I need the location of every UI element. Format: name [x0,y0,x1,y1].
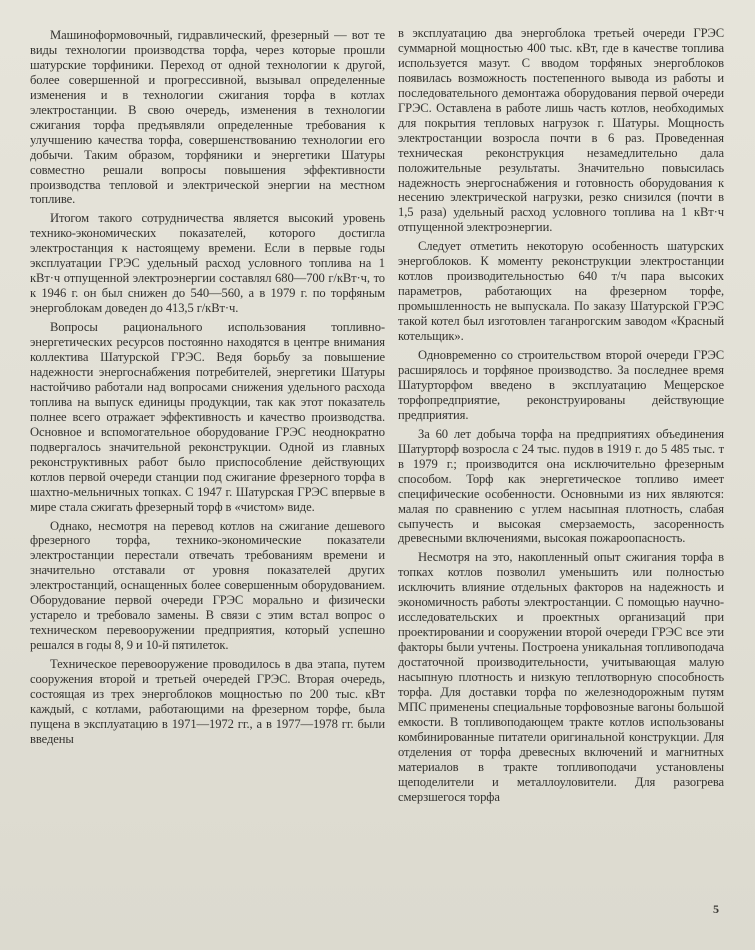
left-text-column [30,26,385,751]
page-number: 5 [713,902,719,916]
paragraph: Однако, несмотря на перевод котлов на сжигание дешевого фрезерного торфа, технико-экономические показатели электростанции перестали отвечать требованиям времени и значительно отставали от уровня показателей других электростанций, оснащенных более совершенным оборудованием. Оборудование первой очереди ГРЭС морально и физически устарело и требовало замены. В связи с этим встал вопрос о техническом перевооружении предприятия, который успешно решался в годы 8, 9 и 10-й пятилеток. [30,518,385,653]
paragraph: За 60 лет добыча торфа на предприятиях объединения Шатурторф возросла с 24 тыс. пудов в 1919 г. до 5 485 тыс. т в 1979 г.; производится она исключительно фрезерным способом. Торф как энергетическое топливо имеет специфические особенности. Основными из них являются: малая по сравнению с углем насыпная плотность, слабая сыпучесть и высокая смерзаемость, засоренность древесными включениями, высокая пожароопасность. [398,426,724,546]
paragraph: Одновременно со строительством второй очереди ГРЭС расширялось и торфяное производство. За последнее время Шатурторфом введено в эксплуатацию Мещерское торфопредприятие, реконструированы действующие предприятия. [398,348,724,422]
paragraph: в эксплуатацию два энергоблока третьей очереди ГРЭС суммарной мощностью 400 тыс. кВт, где в качестве топлива используется мазут. С вводом торфяных энергоблоков появилась возможность постепенного вывода из работы и последовательного демонтажа оборудования первой очереди ГРЭС. Оставлена в работе лишь часть котлов, необходимых для покрытия тепловых нагрузок г. Шатуры. Мощность электростанции возросла почти в 6 раз. Проведенная техническая реконструкция незамедлительно дала положительные результаты. Значительно повысилась надежность энергоснабжения и готовность оборудования к несению электрической нагрузки, резко снизился (почти в 1,5 раза) удельный расход условного топлива на 1 кВт·ч отпущенной электроэнергии. [398,26,724,235]
paragraph: Итогом такого сотрудничества является высокий уровень технико-экономических показателей, которого достигла электростанция к настоящему времени. Если в первые годы эксплуатации ГРЭС удельный расход условного топлива на 1 кВт·ч отпущенной электроэнергии составлял 680—700 г/кВт·ч, то к 1946 г. он был снижен до 540—560, а в 1979 г. по торфяным энергоблокам доведен до 413,5 г/кВт·ч. [30,211,385,316]
paragraph: Машиноформовочный, гидравлический, фрезерный — вот те виды технологии производства торфа, через которые прошли шатурские торфиники. Переход от одной технологии к другой, более совершенной и прогрессивной, вызывал определенные изменения и в технологии сжигания торфа в котлах электростанции. В свою очередь, изменения в технологии сжигания торфа предъявляли определенные требования к улучшению качества торфа, совершенствованию технологии его добычи. Таким образом, торфяники и энергетики Шатуры совместно решали вопросы повышения эффективности производства тепловой и электрической энергии на местном топливе. [30,28,385,207]
paragraph: Несмотря на это, накопленный опыт сжигания торфа в топках котлов позволил уменьшить или полностью исключить влияние отдельных факторов на надежность и экономичность работы электростанции. С помощью научно-исследовательских и проектных организаций при проектировании и сооружении второй очереди ГРЭС все эти факторы были учтены. Построена уникальная топливоподача достаточной производительности, учитывающая малую насыпную плотность и низкую теплотворную способность торфа. Для доставки торфа по железнодорожным путям МПС применены специальные торфовозные вагоны большой емкости. В топливоподающем тракте котлов использованы комбинированные питатели оригинальной конструкции. Для отделения от торфа древесных включений и магнитных материалов в тракте топливоподачи установлены щеподелители и металлоуловители. Для разогрева смерзшегося торфа [398,550,724,804]
paragraph: Следует отметить некоторую особенность шатурских энергоблоков. К моменту реконструкции электростанции котлов производительностью 640 т/ч пара высоких параметров, работающих на фрезерном торфе, промышленность не выпускала. По заказу Шатурской ГРЭС такой котел был изготовлен таганрогским заводом «Красный котельщик». [398,239,724,344]
paragraph: Вопросы рационального использования топливно-энергетических ресурсов постоянно находятся в центре внимания коллектива Шатурской ГРЭС. Ведя борьбу за повышение надежности энергоснабжения потребителей, энергетики Шатуры настойчиво работали над вопросами снижения удельного расхода топлива на выпуск единицы продукции, так как этот показатель полнее всего отражает эффективность и качество производства. Основное и вспомогательное оборудование ГРЭС неоднократно подвергалось значительной реконструкции. Одной из главных реконструктивных работ было приспособление действующих котлов первой очереди станции под сжигание фрезерного торфа в шахтно-мельничных топках. С 1947 г. Шатурская ГРЭС впервые в мире стала сжигать фрезерный торф в «чистом» виде. [30,320,385,514]
right-text-column [398,26,724,809]
paragraph: Техническое перевооружение проводилось в два этапа, путем сооружения второй и третьей очередей ГРЭС. Вторая очередь, состоящая из трех энергоблоков мощностью по 200 тыс. кВт каждый, с котлами, работающими на фрезерном торфе, была пущена в эксплуатацию в 1971—1972 гг., а в 1977—1978 гг. были введены [30,657,385,746]
